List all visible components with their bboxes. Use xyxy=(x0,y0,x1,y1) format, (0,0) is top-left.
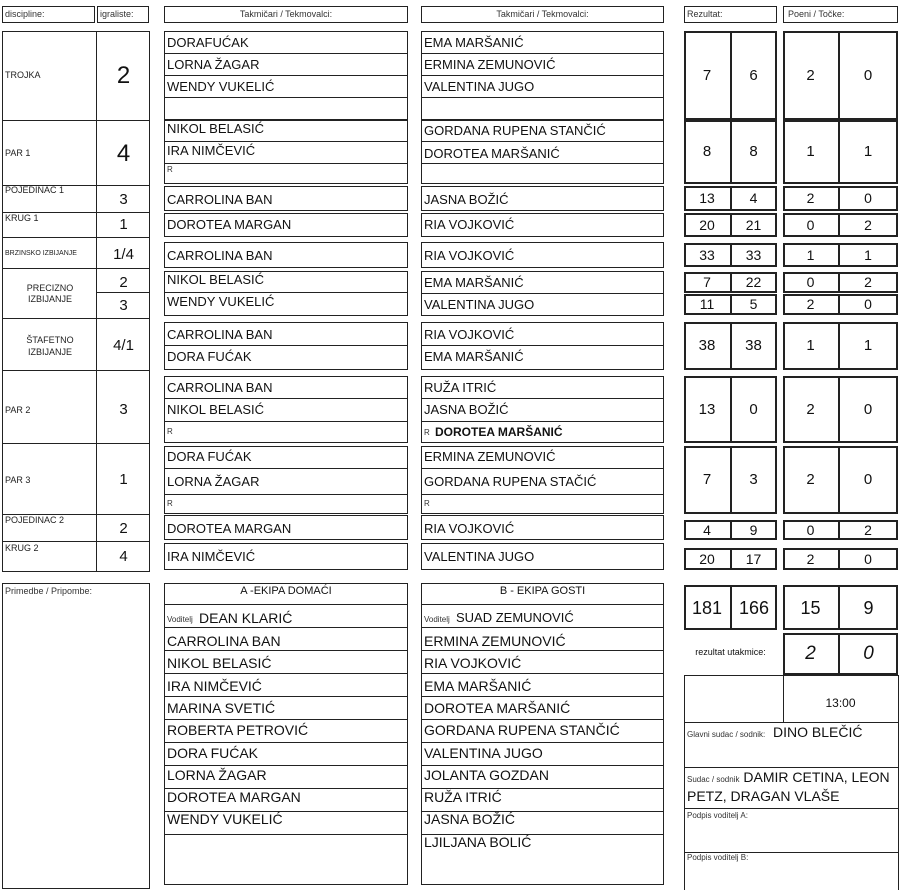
judges-block xyxy=(687,769,895,805)
points-b: 0 xyxy=(863,66,873,84)
result-b: 5 xyxy=(749,296,758,313)
divider xyxy=(421,604,664,605)
par1-a-reserve: R xyxy=(167,165,173,174)
divider xyxy=(421,97,664,98)
divider xyxy=(2,443,150,444)
points-a: 2 xyxy=(806,190,815,207)
court-trojka: 2 xyxy=(116,62,131,89)
divider xyxy=(2,318,150,319)
header-court xyxy=(97,6,149,23)
par3-b-reserve: R xyxy=(424,499,430,508)
divider xyxy=(2,541,150,542)
judges-names: DAMIR CETINA, LEON PETZ, DRAGAN VLAŠE xyxy=(687,769,890,804)
discipline-par3: PAR 3 xyxy=(5,475,31,485)
par2-a-reserve: R xyxy=(167,427,173,436)
trojka-b-player-3: VALENTINA JUGO xyxy=(424,79,535,94)
points-a: 2 xyxy=(806,550,815,567)
match-time: 13:00 xyxy=(825,696,856,710)
total-points-a: 15 xyxy=(800,598,821,618)
points-b: 0 xyxy=(863,400,873,418)
sign-b-label: Podpis voditelj B: xyxy=(687,853,749,862)
discipline-stafetno: ŠTAFETNO IZBIJANJE xyxy=(26,335,74,357)
krug1-a-player: DOROTEA MARGAN xyxy=(167,217,292,232)
par1-b-player-1: GORDANA RUPENA STANČIĆ xyxy=(424,123,606,138)
divider xyxy=(684,722,898,723)
court-par1: 4 xyxy=(116,140,131,167)
court-precizno-2: 3 xyxy=(119,297,128,314)
roster-player: WENDY VUKELIĆ xyxy=(167,811,283,828)
divider xyxy=(684,808,898,809)
coach-a-label: Voditelj xyxy=(167,615,193,624)
divider xyxy=(164,292,408,293)
result-a: 7 xyxy=(702,471,712,488)
divider xyxy=(164,75,408,76)
result-b: 22 xyxy=(745,274,762,291)
divider xyxy=(421,719,664,720)
krug2-a-player: IRA NIMČEVIĆ xyxy=(167,549,256,564)
divider xyxy=(898,675,899,890)
match-result-label: rezultat utakmice: xyxy=(695,647,766,657)
result-a: 13 xyxy=(699,190,715,207)
points-a: 0 xyxy=(806,216,815,233)
result-a: 7 xyxy=(702,66,712,84)
par3-a-player-1: DORA FUĆAK xyxy=(167,449,252,464)
head-judge-name: DINO BLEČIĆ xyxy=(773,724,863,740)
result-a: 7 xyxy=(703,274,711,291)
divider xyxy=(164,742,408,743)
points-b: 2 xyxy=(864,521,872,538)
discipline-pojedinac2: POJEDINAC 2 xyxy=(5,515,65,525)
divider xyxy=(164,604,408,605)
court-pojedinac2: 2 xyxy=(119,520,128,537)
head-judge-label: Glavni sudac / sodnik: xyxy=(687,730,766,739)
points-a: 1 xyxy=(806,143,815,160)
trojka-b-player-1: EMA MARŠANIĆ xyxy=(424,35,524,50)
court-brzinsko: 1/4 xyxy=(113,246,134,263)
divider xyxy=(164,398,408,399)
stafetno-a-player-2: DORA FUĆAK xyxy=(167,349,252,364)
header-points-label: Poeni / Točke: xyxy=(788,9,845,19)
points-a: 2 xyxy=(806,471,815,488)
points-b: 1 xyxy=(864,246,872,263)
roster-player: CARROLINA BAN xyxy=(167,633,281,649)
divider xyxy=(421,627,664,628)
result-a: 8 xyxy=(702,143,712,160)
discipline-brzinsko: BRZINSKO IZBIJANJE xyxy=(5,250,77,257)
par1-a-player-2: IRA NIMČEVIĆ xyxy=(167,143,256,158)
roster-player: LORNA ŽAGAR xyxy=(167,766,267,783)
discipline-krug2: KRUG 2 xyxy=(5,543,39,553)
header-team-a-label: Takmičari / Tekmovalci: xyxy=(239,9,333,19)
result-a: 11 xyxy=(699,296,715,313)
result-a: 4 xyxy=(703,521,711,538)
result-a: 20 xyxy=(699,216,715,233)
points-b: 1 xyxy=(863,143,873,160)
result-b: 8 xyxy=(749,143,758,160)
divider xyxy=(421,421,664,422)
divider xyxy=(164,650,408,651)
par3-a-reserve: R xyxy=(167,499,173,508)
stafetno-b-player-1: RIA VOJKOVIĆ xyxy=(424,327,515,342)
sign-a-label: Podpis voditelj A: xyxy=(687,811,748,820)
divider xyxy=(421,494,664,495)
divider xyxy=(164,696,408,697)
points-b: 0 xyxy=(863,471,873,488)
stafetno-a-player-1: CARROLINA BAN xyxy=(167,327,273,342)
points-b: 2 xyxy=(864,216,872,233)
divider xyxy=(421,742,664,743)
total-points-b: 9 xyxy=(863,598,874,618)
result-b: 6 xyxy=(749,66,758,84)
divider xyxy=(164,53,408,54)
divider xyxy=(96,292,150,293)
roster-player: JASNA BOŽIĆ xyxy=(424,811,516,828)
divider xyxy=(684,767,898,768)
coach-b-name: SUAD ZEMUNOVIĆ xyxy=(456,610,574,625)
divider xyxy=(684,675,685,890)
header-result xyxy=(684,6,777,23)
points-b: 0 xyxy=(864,550,872,567)
roster-player: IRA NIMČEVIĆ xyxy=(167,677,262,694)
divider xyxy=(164,627,408,628)
roster-player: RIA VOJKOVIĆ xyxy=(424,655,522,672)
header-result-label: Rezultat: xyxy=(687,9,723,19)
pojedinac1-b-player: JASNA BOŽIĆ xyxy=(424,192,509,207)
result-b: 4 xyxy=(749,190,758,207)
result-a: 20 xyxy=(699,550,715,567)
remarks-box xyxy=(2,583,150,889)
roster-player: MARINA SVETIĆ xyxy=(167,699,276,716)
court-pojedinac1: 3 xyxy=(119,191,128,208)
court-krug1: 1 xyxy=(119,216,128,233)
roster-player: LJILJANA BOLIĆ xyxy=(424,833,532,850)
result-b: 3 xyxy=(749,471,758,488)
divider xyxy=(2,370,150,371)
court-par2: 3 xyxy=(119,401,128,418)
judges-label: Sudac / sodnik xyxy=(687,775,740,784)
divider xyxy=(421,650,664,651)
points-a: 0 xyxy=(806,274,815,291)
team-b-title: B - EKIPA GOSTI xyxy=(499,585,586,597)
krug1-b-player: RIA VOJKOVIĆ xyxy=(424,217,515,232)
pojedinac2-a-player: DOROTEA MARGAN xyxy=(167,521,292,536)
discipline-krug1: KRUG 1 xyxy=(5,213,39,223)
points-a: 0 xyxy=(806,521,815,538)
divider xyxy=(164,141,408,142)
points-b: 2 xyxy=(864,274,872,291)
par1-b-player-2: DOROTEA MARŠANIĆ xyxy=(424,146,560,161)
result-b: 38 xyxy=(745,337,762,354)
par2-b-player-1: RUŽA ITRIĆ xyxy=(424,380,497,395)
roster-player: DOROTEA MARŠANIĆ xyxy=(424,699,571,716)
par2-a-player-1: CARROLINA BAN xyxy=(167,380,273,395)
trojka-b-player-2: ERMINA ZEMUNOVIĆ xyxy=(424,57,556,72)
court-precizno-1: 2 xyxy=(119,274,128,291)
roster-player: NIKOL BELASIĆ xyxy=(167,655,272,672)
result-a: 38 xyxy=(698,337,716,354)
header-points xyxy=(783,6,898,23)
divider xyxy=(421,345,664,346)
divider xyxy=(421,468,664,469)
header-discipline-label: discipline: xyxy=(5,9,45,19)
divider xyxy=(421,75,664,76)
points-a: 2 xyxy=(806,400,815,418)
points-b: 0 xyxy=(864,190,872,207)
par2-a-player-2: NIKOL BELASIĆ xyxy=(167,402,265,417)
par2-b-player-2: JASNA BOŽIĆ xyxy=(424,402,509,417)
total-result-b: 166 xyxy=(738,598,770,618)
roster-player: RUŽA ITRIĆ xyxy=(424,789,502,806)
roster-player: DOROTEA MARGAN xyxy=(167,789,301,806)
divider xyxy=(421,163,664,164)
header-team-a xyxy=(164,6,408,23)
header-court-label: igraliste: xyxy=(100,9,134,19)
divider xyxy=(421,398,664,399)
krug2-b-player: VALENTINA JUGO xyxy=(424,549,535,564)
roster-player: JOLANTA GOZDAN xyxy=(424,766,549,783)
match-result-b: 0 xyxy=(863,643,874,664)
team-a-title: A -EKIPA DOMAĆI xyxy=(240,585,332,597)
divider xyxy=(164,163,408,164)
precizno-b-player-2: VALENTINA JUGO xyxy=(424,297,535,312)
court-krug2: 4 xyxy=(119,548,128,565)
divider xyxy=(164,719,408,720)
par3-b-player-1: ERMINA ZEMUNOVIĆ xyxy=(424,449,556,464)
result-b: 0 xyxy=(749,400,758,418)
remarks-label: Primedbe / Pripombe: xyxy=(5,586,93,596)
roster-player: ERMINA ZEMUNOVIĆ xyxy=(424,633,566,649)
divider xyxy=(421,141,664,142)
precizno-b-player-1: EMA MARŠANIĆ xyxy=(424,275,524,290)
roster-player: VALENTINA JUGO xyxy=(424,744,543,761)
roster-player: DORA FUĆAK xyxy=(167,744,259,761)
roster-player: GORDANA RUPENA STANČIĆ xyxy=(424,722,620,739)
trojka-a-player-1: DORAFUĆAK xyxy=(167,35,249,50)
result-a: 13 xyxy=(698,400,716,418)
discipline-trojka: TROJKA xyxy=(5,70,41,80)
divider xyxy=(421,673,664,674)
divider xyxy=(164,345,408,346)
result-b: 9 xyxy=(749,521,758,538)
precizno-a-player-1: NIKOL BELASIĆ xyxy=(167,272,265,287)
coach-a-name: DEAN KLARIĆ xyxy=(199,610,293,626)
divider xyxy=(164,834,408,835)
divider xyxy=(164,673,408,674)
pojedinac2-b-player: RIA VOJKOVIĆ xyxy=(424,521,515,536)
divider xyxy=(421,696,664,697)
par1-a-player-1: NIKOL BELASIĆ xyxy=(167,121,265,136)
par2-b-reserve-player: DOROTEA MARŠANIĆ xyxy=(435,425,563,439)
coach-b-label: Voditelj xyxy=(424,615,450,624)
trojka-a-player-3: WENDY VUKELIĆ xyxy=(167,79,275,94)
divider xyxy=(164,97,408,98)
divider xyxy=(421,53,664,54)
divider xyxy=(164,421,408,422)
roster-player: ROBERTA PETROVIĆ xyxy=(167,722,309,739)
trojka-a-player-2: LORNA ŽAGAR xyxy=(167,57,260,72)
discipline-par1: PAR 1 xyxy=(5,148,31,158)
header-team-b-label: Takmičari / Tekmovalci: xyxy=(496,9,589,19)
points-a: 2 xyxy=(806,66,815,84)
precizno-a-player-2: WENDY VUKELIĆ xyxy=(167,294,275,309)
header-discipline xyxy=(2,6,95,23)
divider xyxy=(421,293,664,294)
discipline-pojedinac1: POJEDINAC 1 xyxy=(5,185,65,195)
points-a: 1 xyxy=(806,337,815,354)
result-a: 33 xyxy=(699,246,715,263)
total-result-a: 181 xyxy=(691,598,723,618)
discipline-precizno: PRECIZNO IZBIJANJE xyxy=(26,283,74,304)
divider xyxy=(164,468,408,469)
par2-b-reserve: R xyxy=(424,428,430,437)
points-a: 1 xyxy=(806,246,815,263)
result-b: 33 xyxy=(745,246,762,263)
divider xyxy=(2,237,150,238)
stafetno-b-player-2: EMA MARŠANIĆ xyxy=(424,349,524,364)
header-team-b xyxy=(421,6,664,23)
divider xyxy=(164,494,408,495)
divider xyxy=(684,675,898,676)
points-a: 2 xyxy=(806,296,815,313)
result-b: 17 xyxy=(745,550,762,567)
brzinsko-a-player: CARROLINA BAN xyxy=(167,248,273,263)
par3-a-player-2: LORNA ŽAGAR xyxy=(167,474,260,489)
par3-b-player-2: GORDANA RUPENA STAČIĆ xyxy=(424,474,597,489)
brzinsko-b-player: RIA VOJKOVIĆ xyxy=(424,248,515,263)
court-stafetno: 4/1 xyxy=(113,337,134,354)
pojedinac1-a-player: CARROLINA BAN xyxy=(167,192,273,207)
divider xyxy=(2,268,150,269)
match-result-a: 2 xyxy=(805,643,816,664)
court-par3: 1 xyxy=(119,471,128,488)
points-b: 0 xyxy=(864,296,872,313)
result-b: 21 xyxy=(745,216,762,233)
points-b: 1 xyxy=(863,337,873,354)
divider xyxy=(2,120,150,121)
discipline-par2: PAR 2 xyxy=(5,405,31,415)
roster-player: EMA MARŠANIĆ xyxy=(424,677,532,694)
